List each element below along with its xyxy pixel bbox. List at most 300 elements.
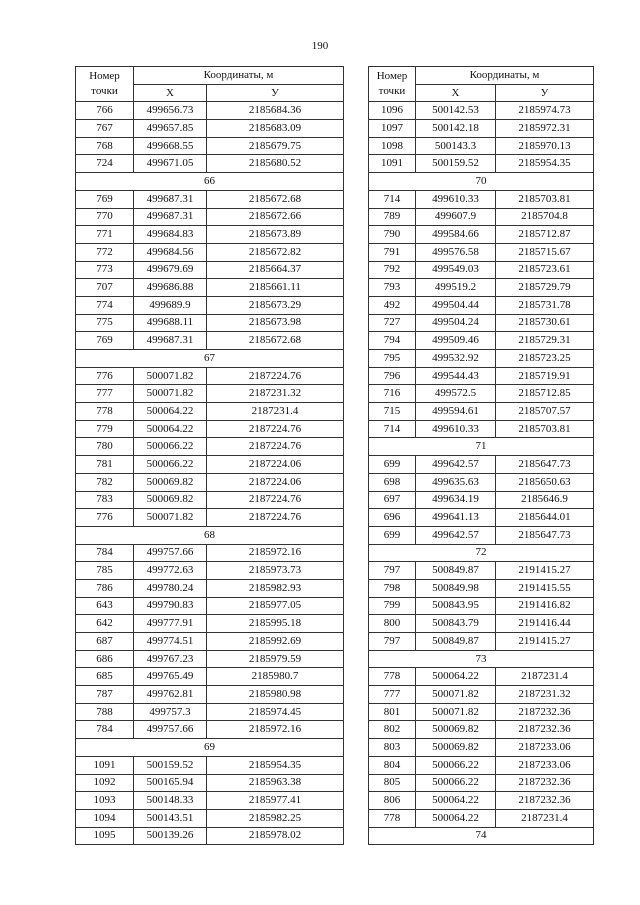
y-coordinate-cell: 2187224.06 xyxy=(207,473,344,491)
point-number-cell: 777 xyxy=(76,385,134,403)
point-number-cell: 779 xyxy=(76,420,134,438)
y-coordinate-cell: 2185672.82 xyxy=(207,243,344,261)
point-number-cell: 785 xyxy=(76,562,134,580)
point-number-cell: 1091 xyxy=(76,756,134,774)
point-number-cell: 776 xyxy=(76,367,134,385)
x-coordinate-cell: 499765.49 xyxy=(134,668,207,686)
point-number-cell: 774 xyxy=(76,296,134,314)
x-coordinate-cell: 499544.43 xyxy=(416,367,496,385)
table-row xyxy=(76,703,344,721)
x-coordinate-cell: 500064.22 xyxy=(134,403,207,421)
x-coordinate-cell: 499688.11 xyxy=(134,314,207,332)
table-row xyxy=(369,562,594,580)
section-number: 72 xyxy=(369,544,594,562)
table-row xyxy=(76,296,344,314)
x-coordinate-cell: 499774.51 xyxy=(134,633,207,651)
y-coordinate-cell: 2185731.78 xyxy=(496,296,594,314)
y-coordinate-cell: 2185650.63 xyxy=(496,473,594,491)
point-number-cell: 766 xyxy=(76,102,134,120)
table-row xyxy=(369,473,594,491)
y-coordinate-cell: 2185982.93 xyxy=(207,579,344,597)
x-coordinate-cell: 500143.51 xyxy=(134,809,207,827)
y-coordinate-cell: 2187231.4 xyxy=(496,668,594,686)
point-number-cell: 778 xyxy=(76,403,134,421)
x-header: X xyxy=(134,84,207,102)
y-coordinate-cell: 2191416.82 xyxy=(496,597,594,615)
y-coordinate-cell: 2185974.45 xyxy=(207,703,344,721)
section-row xyxy=(76,173,344,191)
x-coordinate-cell: 499757.66 xyxy=(134,544,207,562)
point-number-cell: 781 xyxy=(76,456,134,474)
section-number: 74 xyxy=(369,827,594,845)
y-coordinate-cell: 2187231.32 xyxy=(207,385,344,403)
y-coordinate-cell: 2185963.38 xyxy=(207,774,344,792)
table-row xyxy=(76,686,344,704)
y-coordinate-cell: 2187224.76 xyxy=(207,509,344,527)
point-number-cell: 777 xyxy=(369,686,416,704)
y-coordinate-cell: 2185704.8 xyxy=(496,208,594,226)
y-coordinate-cell: 2185647.73 xyxy=(496,526,594,544)
point-number-cell: 794 xyxy=(369,332,416,350)
point-number-cell: 699 xyxy=(369,526,416,544)
y-coordinate-cell: 2185972.16 xyxy=(207,721,344,739)
point-number-cell: 791 xyxy=(369,243,416,261)
section-number: 69 xyxy=(76,739,344,757)
table-row xyxy=(76,456,344,474)
point-number-cell: 797 xyxy=(369,562,416,580)
x-coordinate-cell: 499610.33 xyxy=(416,190,496,208)
table-row xyxy=(76,491,344,509)
x-coordinate-cell: 499772.63 xyxy=(134,562,207,580)
table-row xyxy=(369,120,594,138)
x-coordinate-cell: 499642.57 xyxy=(416,526,496,544)
table-row xyxy=(76,314,344,332)
point-number-cell: 804 xyxy=(369,756,416,774)
y-coordinate-cell: 2187233.06 xyxy=(496,756,594,774)
point-number-cell: 1096 xyxy=(369,102,416,120)
y-coordinate-cell: 2191415.27 xyxy=(496,633,594,651)
table-row xyxy=(369,279,594,297)
point-number-cell: 806 xyxy=(369,792,416,810)
x-coordinate-cell: 500069.82 xyxy=(134,491,207,509)
table-row xyxy=(76,579,344,597)
table-row xyxy=(76,615,344,633)
x-coordinate-cell: 500843.95 xyxy=(416,597,496,615)
point-number-header-line1: Номер xyxy=(376,70,408,83)
table-row xyxy=(76,420,344,438)
y-coordinate-cell: 2185992.69 xyxy=(207,633,344,651)
left-table-body xyxy=(76,102,344,845)
table-row xyxy=(369,102,594,120)
table-row xyxy=(369,350,594,368)
point-number-cell: 778 xyxy=(369,668,416,686)
table-row xyxy=(369,296,594,314)
x-coordinate-cell: 499519.2 xyxy=(416,279,496,297)
section-number: 67 xyxy=(76,350,344,368)
point-number-cell: 699 xyxy=(369,456,416,474)
x-coordinate-cell: 500066.22 xyxy=(416,756,496,774)
x-coordinate-cell: 499668.55 xyxy=(134,137,207,155)
table-row xyxy=(76,261,344,279)
right-table-body xyxy=(369,102,594,845)
y-coordinate-cell: 2185980.98 xyxy=(207,686,344,704)
point-number-cell: 793 xyxy=(369,279,416,297)
y-coordinate-cell: 2191416.44 xyxy=(496,615,594,633)
y-coordinate-cell: 2187224.76 xyxy=(207,420,344,438)
y-coordinate-cell: 2187224.06 xyxy=(207,456,344,474)
coordinates-header: Координаты, м xyxy=(134,67,344,85)
table-row xyxy=(369,721,594,739)
section-row xyxy=(369,650,594,668)
y-coordinate-cell: 2185646.9 xyxy=(496,491,594,509)
point-number-cell: 782 xyxy=(76,473,134,491)
x-coordinate-cell: 499689.9 xyxy=(134,296,207,314)
table-row xyxy=(76,827,344,845)
point-number-header xyxy=(369,67,416,102)
x-coordinate-cell: 500843.79 xyxy=(416,615,496,633)
x-coordinate-cell: 499777.91 xyxy=(134,615,207,633)
y-coordinate-cell: 2185974.73 xyxy=(496,102,594,120)
table-row xyxy=(76,332,344,350)
y-coordinate-cell: 2185972.31 xyxy=(496,120,594,138)
table-row xyxy=(369,226,594,244)
x-coordinate-cell: 499504.24 xyxy=(416,314,496,332)
x-coordinate-cell: 499656.73 xyxy=(134,102,207,120)
section-number: 71 xyxy=(369,438,594,456)
x-coordinate-cell: 500849.98 xyxy=(416,579,496,597)
point-number-cell: 716 xyxy=(369,385,416,403)
y-coordinate-cell: 2185980.7 xyxy=(207,668,344,686)
x-coordinate-cell: 500849.87 xyxy=(416,562,496,580)
table-row xyxy=(369,792,594,810)
x-coordinate-cell: 499762.81 xyxy=(134,686,207,704)
x-coordinate-cell: 499790.83 xyxy=(134,597,207,615)
section-number: 70 xyxy=(369,173,594,191)
point-number-cell: 799 xyxy=(369,597,416,615)
y-coordinate-cell: 2185672.68 xyxy=(207,332,344,350)
point-number-cell: 770 xyxy=(76,208,134,226)
table-row xyxy=(76,120,344,138)
table-row xyxy=(76,473,344,491)
coordinates-header: Координаты, м xyxy=(416,67,594,85)
y-coordinate-cell: 2185680.52 xyxy=(207,155,344,173)
point-number-cell: 795 xyxy=(369,350,416,368)
table-row xyxy=(76,243,344,261)
y-coordinate-cell: 2185672.68 xyxy=(207,190,344,208)
table-row xyxy=(76,190,344,208)
y-coordinate-cell: 2185644.01 xyxy=(496,509,594,527)
x-coordinate-cell: 499757.3 xyxy=(134,703,207,721)
point-number-cell: 707 xyxy=(76,279,134,297)
point-number-cell: 768 xyxy=(76,137,134,155)
point-number-cell: 714 xyxy=(369,190,416,208)
table-row xyxy=(369,243,594,261)
table-row xyxy=(369,403,594,421)
y-coordinate-cell: 2187232.36 xyxy=(496,703,594,721)
x-coordinate-cell: 499607.9 xyxy=(416,208,496,226)
table-row xyxy=(369,420,594,438)
table-row xyxy=(369,686,594,704)
x-coordinate-cell: 500142.18 xyxy=(416,120,496,138)
x-coordinate-cell: 500165.94 xyxy=(134,774,207,792)
x-coordinate-cell: 500071.82 xyxy=(134,385,207,403)
y-coordinate-cell: 2185995.18 xyxy=(207,615,344,633)
section-row xyxy=(76,739,344,757)
y-coordinate-cell: 2185707.57 xyxy=(496,403,594,421)
y-coordinate-cell: 2185715.67 xyxy=(496,243,594,261)
point-number-cell: 784 xyxy=(76,544,134,562)
table-row xyxy=(369,774,594,792)
table-row xyxy=(369,155,594,173)
point-number-cell: 1091 xyxy=(369,155,416,173)
table-row xyxy=(76,208,344,226)
table-row xyxy=(369,703,594,721)
table-row xyxy=(369,597,594,615)
y-coordinate-cell: 2185719.91 xyxy=(496,367,594,385)
table-row xyxy=(76,562,344,580)
y-coordinate-cell: 2185978.02 xyxy=(207,827,344,845)
x-coordinate-cell: 499504.44 xyxy=(416,296,496,314)
section-row xyxy=(369,827,594,845)
y-coordinate-cell: 2185712.87 xyxy=(496,226,594,244)
y-coordinate-cell: 2187224.76 xyxy=(207,438,344,456)
table-row xyxy=(76,668,344,686)
y-coordinate-cell: 2185970.13 xyxy=(496,137,594,155)
x-coordinate-cell: 499610.33 xyxy=(416,420,496,438)
y-header: У xyxy=(207,84,344,102)
point-number-cell: 788 xyxy=(76,703,134,721)
y-coordinate-cell: 2191415.55 xyxy=(496,579,594,597)
y-coordinate-cell: 2185703.81 xyxy=(496,420,594,438)
x-coordinate-cell: 500139.26 xyxy=(134,827,207,845)
y-coordinate-cell: 2185730.61 xyxy=(496,314,594,332)
page-number: 190 xyxy=(311,40,329,52)
table-row xyxy=(369,756,594,774)
x-coordinate-cell: 500159.52 xyxy=(416,155,496,173)
table-row xyxy=(76,367,344,385)
table-row xyxy=(369,615,594,633)
x-coordinate-cell: 500071.82 xyxy=(416,703,496,721)
table-row xyxy=(76,544,344,562)
table-row xyxy=(369,579,594,597)
x-coordinate-cell: 500071.82 xyxy=(416,686,496,704)
section-number: 73 xyxy=(369,650,594,668)
point-number-cell: 715 xyxy=(369,403,416,421)
y-coordinate-cell: 2185954.35 xyxy=(207,756,344,774)
x-coordinate-cell: 500143.3 xyxy=(416,137,496,155)
x-coordinate-cell: 499642.57 xyxy=(416,456,496,474)
table-row xyxy=(76,633,344,651)
point-number-cell: 769 xyxy=(76,190,134,208)
point-number-cell: 697 xyxy=(369,491,416,509)
table-row xyxy=(369,509,594,527)
x-coordinate-cell: 499684.83 xyxy=(134,226,207,244)
x-coordinate-cell: 499572.5 xyxy=(416,385,496,403)
point-number-cell: 784 xyxy=(76,721,134,739)
x-coordinate-cell: 499635.63 xyxy=(416,473,496,491)
point-number-cell: 796 xyxy=(369,367,416,385)
x-coordinate-cell: 499657.85 xyxy=(134,120,207,138)
x-coordinate-cell: 500071.82 xyxy=(134,367,207,385)
point-number-cell: 767 xyxy=(76,120,134,138)
y-coordinate-cell: 2185977.41 xyxy=(207,792,344,810)
x-coordinate-cell: 500066.22 xyxy=(416,774,496,792)
table-row xyxy=(76,756,344,774)
y-coordinate-cell: 2185647.73 xyxy=(496,456,594,474)
x-coordinate-cell: 499532.92 xyxy=(416,350,496,368)
section-row xyxy=(76,350,344,368)
y-coordinate-cell: 2185679.75 xyxy=(207,137,344,155)
point-number-cell: 778 xyxy=(369,809,416,827)
point-number-cell: 800 xyxy=(369,615,416,633)
y-coordinate-cell: 2187232.36 xyxy=(496,792,594,810)
point-number-cell: 643 xyxy=(76,597,134,615)
table-row xyxy=(76,597,344,615)
y-coordinate-cell: 2187233.06 xyxy=(496,739,594,757)
x-coordinate-cell: 500064.22 xyxy=(416,792,496,810)
point-number-cell: 775 xyxy=(76,314,134,332)
x-coordinate-cell: 500069.82 xyxy=(416,721,496,739)
table-row xyxy=(369,668,594,686)
point-number-cell: 805 xyxy=(369,774,416,792)
table-row xyxy=(369,332,594,350)
y-coordinate-cell: 2185729.79 xyxy=(496,279,594,297)
table-row xyxy=(76,226,344,244)
x-coordinate-cell: 500148.33 xyxy=(134,792,207,810)
point-number-cell: 1098 xyxy=(369,137,416,155)
x-coordinate-cell: 499576.58 xyxy=(416,243,496,261)
point-number-cell: 1095 xyxy=(76,827,134,845)
y-coordinate-cell: 2187232.36 xyxy=(496,774,594,792)
point-number-cell: 686 xyxy=(76,650,134,668)
x-coordinate-cell: 499671.05 xyxy=(134,155,207,173)
table-row xyxy=(369,385,594,403)
point-number-cell: 696 xyxy=(369,509,416,527)
y-coordinate-cell: 2187224.76 xyxy=(207,367,344,385)
x-coordinate-cell: 500066.22 xyxy=(134,438,207,456)
point-number-cell: 789 xyxy=(369,208,416,226)
table-row xyxy=(76,137,344,155)
point-number-header-line2: точки xyxy=(91,85,118,98)
table-row xyxy=(369,367,594,385)
point-number-cell: 773 xyxy=(76,261,134,279)
x-coordinate-cell: 500069.82 xyxy=(416,739,496,757)
section-number: 68 xyxy=(76,526,344,544)
point-number-cell: 786 xyxy=(76,579,134,597)
point-number-header xyxy=(76,67,134,102)
y-coordinate-cell: 2185723.25 xyxy=(496,350,594,368)
point-number-cell: 698 xyxy=(369,473,416,491)
section-row xyxy=(369,544,594,562)
y-coordinate-cell: 2185954.35 xyxy=(496,155,594,173)
x-coordinate-cell: 499687.31 xyxy=(134,190,207,208)
table-row xyxy=(369,809,594,827)
point-number-cell: 802 xyxy=(369,721,416,739)
x-coordinate-cell: 500069.82 xyxy=(134,473,207,491)
y-coordinate-cell: 2187231.32 xyxy=(496,686,594,704)
point-number-cell: 783 xyxy=(76,491,134,509)
point-number-cell: 792 xyxy=(369,261,416,279)
table-row xyxy=(76,155,344,173)
section-row xyxy=(76,526,344,544)
x-coordinate-cell: 500064.22 xyxy=(416,809,496,827)
table-row xyxy=(76,650,344,668)
y-coordinate-cell: 2185729.31 xyxy=(496,332,594,350)
y-coordinate-cell: 2187224.76 xyxy=(207,491,344,509)
x-coordinate-cell: 499584.66 xyxy=(416,226,496,244)
table-row xyxy=(369,137,594,155)
x-coordinate-cell: 499684.56 xyxy=(134,243,207,261)
y-coordinate-cell: 2187231.4 xyxy=(207,403,344,421)
x-coordinate-cell: 499757.66 xyxy=(134,721,207,739)
x-coordinate-cell: 500064.22 xyxy=(416,668,496,686)
table-row xyxy=(76,403,344,421)
point-number-cell: 787 xyxy=(76,686,134,704)
point-number-cell: 687 xyxy=(76,633,134,651)
table-row xyxy=(369,526,594,544)
y-coordinate-cell: 2185664.37 xyxy=(207,261,344,279)
point-number-cell: 769 xyxy=(76,332,134,350)
x-coordinate-cell: 500159.52 xyxy=(134,756,207,774)
x-coordinate-cell: 499509.46 xyxy=(416,332,496,350)
x-coordinate-cell: 499780.24 xyxy=(134,579,207,597)
table-row xyxy=(76,385,344,403)
point-number-cell: 727 xyxy=(369,314,416,332)
coordinates-table-right xyxy=(368,66,594,845)
table-row xyxy=(76,509,344,527)
section-number: 66 xyxy=(76,173,344,191)
x-coordinate-cell: 499634.19 xyxy=(416,491,496,509)
table-row xyxy=(76,809,344,827)
point-number-header-line2: точки xyxy=(378,85,406,98)
x-header: X xyxy=(416,84,496,102)
table-row xyxy=(369,208,594,226)
point-number-cell: 798 xyxy=(369,579,416,597)
y-coordinate-cell: 2185977.05 xyxy=(207,597,344,615)
table-row xyxy=(76,102,344,120)
x-coordinate-cell: 500066.22 xyxy=(134,456,207,474)
y-coordinate-cell: 2185973.73 xyxy=(207,562,344,580)
x-coordinate-cell: 499687.31 xyxy=(134,208,207,226)
table-row xyxy=(369,261,594,279)
table-row xyxy=(76,279,344,297)
x-coordinate-cell: 499679.69 xyxy=(134,261,207,279)
x-coordinate-cell: 499549.03 xyxy=(416,261,496,279)
point-number-cell: 776 xyxy=(76,509,134,527)
y-coordinate-cell: 2185673.29 xyxy=(207,296,344,314)
y-coordinate-cell: 2187232.36 xyxy=(496,721,594,739)
y-coordinate-cell: 2185672.66 xyxy=(207,208,344,226)
y-coordinate-cell: 2185982.25 xyxy=(207,809,344,827)
point-number-cell: 492 xyxy=(369,296,416,314)
point-number-cell: 801 xyxy=(369,703,416,721)
y-coordinate-cell: 2185684.36 xyxy=(207,102,344,120)
point-number-cell: 685 xyxy=(76,668,134,686)
y-coordinate-cell: 2185673.89 xyxy=(207,226,344,244)
y-header: У xyxy=(496,84,594,102)
table-row xyxy=(369,491,594,509)
point-number-cell: 771 xyxy=(76,226,134,244)
table-row xyxy=(76,721,344,739)
y-coordinate-cell: 2185703.81 xyxy=(496,190,594,208)
table-row xyxy=(369,314,594,332)
point-number-header-line1: Номер xyxy=(89,70,120,83)
point-number-cell: 724 xyxy=(76,155,134,173)
point-number-cell: 1093 xyxy=(76,792,134,810)
y-coordinate-cell: 2185972.16 xyxy=(207,544,344,562)
coordinates-table-left xyxy=(75,66,344,845)
x-coordinate-cell: 499687.31 xyxy=(134,332,207,350)
